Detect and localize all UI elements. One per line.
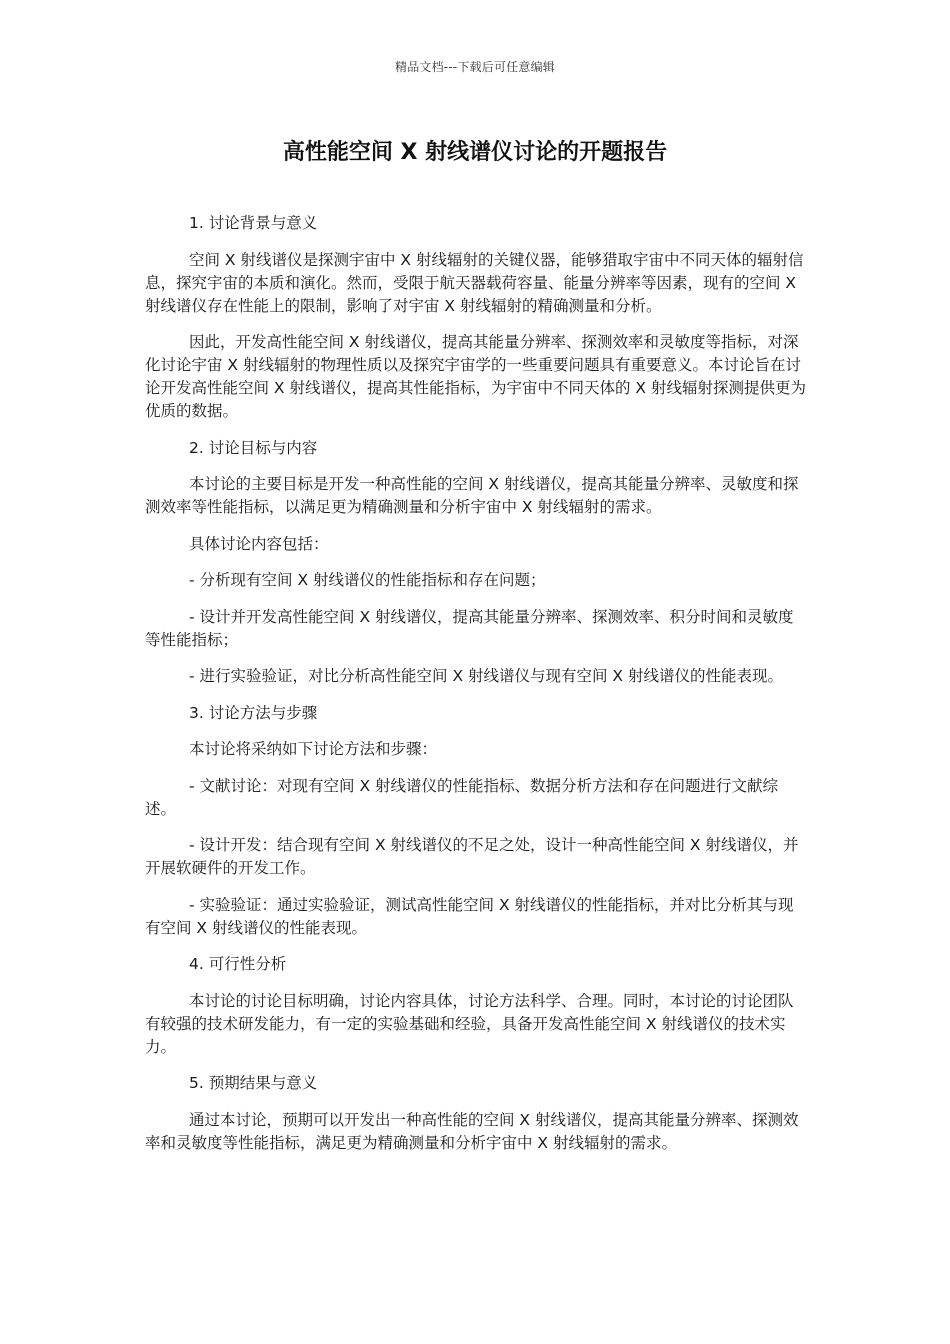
document-body: [145, 212, 807, 1168]
section-heading-goals: 2. 讨论目标与内容: [189, 438, 318, 457]
paragraph: 本讨论的主要目标是开发一种高性能的空间 X 射线谱仪，提高其能量分辨率、灵敏度和探测效率等性能指标，以满足更为精确测量和分析宇宙中 X 射线辐射的需求。: [145, 475, 799, 516]
list-item: - 文献讨论：对现有空间 X 射线谱仪的性能指标、数据分析方法和存在问题进行文献综述。: [145, 776, 778, 818]
section-heading-methods: 3. 讨论方法与步骤: [189, 703, 318, 722]
paragraph: 因此，开发高性能空间 X 射线谱仪，提高其能量分辨率、探测效率和灵敏度等指标，对深化讨论宇宙 X 射线辐射的物理性质以及探究宇宙学的一些重要问题具有重要意义。本讨论旨在讨论开发高性能空间 X 射线谱仪，提高其性能指标，为宇宙中不同天体的 X 射线辐射探测提供更为优质的数据。: [145, 333, 806, 420]
paragraph: 本讨论的讨论目标明确，讨论内容具体，讨论方法科学、合理。同时，本讨论的讨论团队有较强的技术研发能力，有一定的实验基础和经验，具备开发高性能空间 X 射线谱仪的技术实力。: [145, 991, 794, 1056]
paragraph: 具体讨论内容包括：: [189, 534, 329, 553]
list-item: - 设计开发：结合现有空间 X 射线谱仪的不足之处，设计一种高性能空间 X 射线谱仪，并开展软硬件的开发工作。: [145, 836, 799, 877]
paragraph: 空间 X 射线谱仪是探测宇宙中 X 射线辐射的关键仪器，能够猎取宇宙中不同天体的辐射信息，探究宇宙的本质和演化。然而，受限于航天器载荷容量、能量分辨率等因素，现有的空间 X 射线谱仪存在性能上的限制，影响了对宇宙 X 射线辐射的精确测量和分析。: [145, 250, 804, 315]
paragraph: 通过本讨论，预期可以开发出一种高性能的空间 X 射线谱仪，提高其能量分辨率、探测效率和灵敏度等性能指标，满足更为精确测量和分析宇宙中 X 射线辐射的需求。: [145, 1110, 799, 1152]
list-item: - 分析现有空间 X 射线谱仪的性能指标和存在问题；: [189, 571, 546, 589]
list-item: - 进行实验验证，对比分析高性能空间 X 射线谱仪与现有空间 X 射线谱仪的性能表现。: [189, 667, 783, 685]
document-title: 高性能空间 X 射线谱仪讨论的开题报告: [282, 140, 668, 165]
section-heading-feasibility: 4. 可行性分析: [189, 955, 287, 973]
section-heading-background: 1. 讨论背景与意义: [189, 214, 318, 232]
paragraph: 本讨论将采纳如下讨论方法和步骤：: [189, 740, 438, 758]
header-note: 精品文档---下载后可任意编辑: [395, 60, 555, 74]
list-item: - 实验验证：通过实验验证，测试高性能空间 X 射线谱仪的性能指标，并对比分析其与现有空间 X 射线谱仪的性能表现。: [145, 895, 794, 937]
section-heading-expected-results: 5. 预期结果与意义: [189, 1074, 318, 1092]
list-item: - 设计并开发高性能空间 X 射线谱仪，提高其能量分辨率、探测效率、积分时间和灵敏度等性能指标；: [145, 607, 794, 649]
